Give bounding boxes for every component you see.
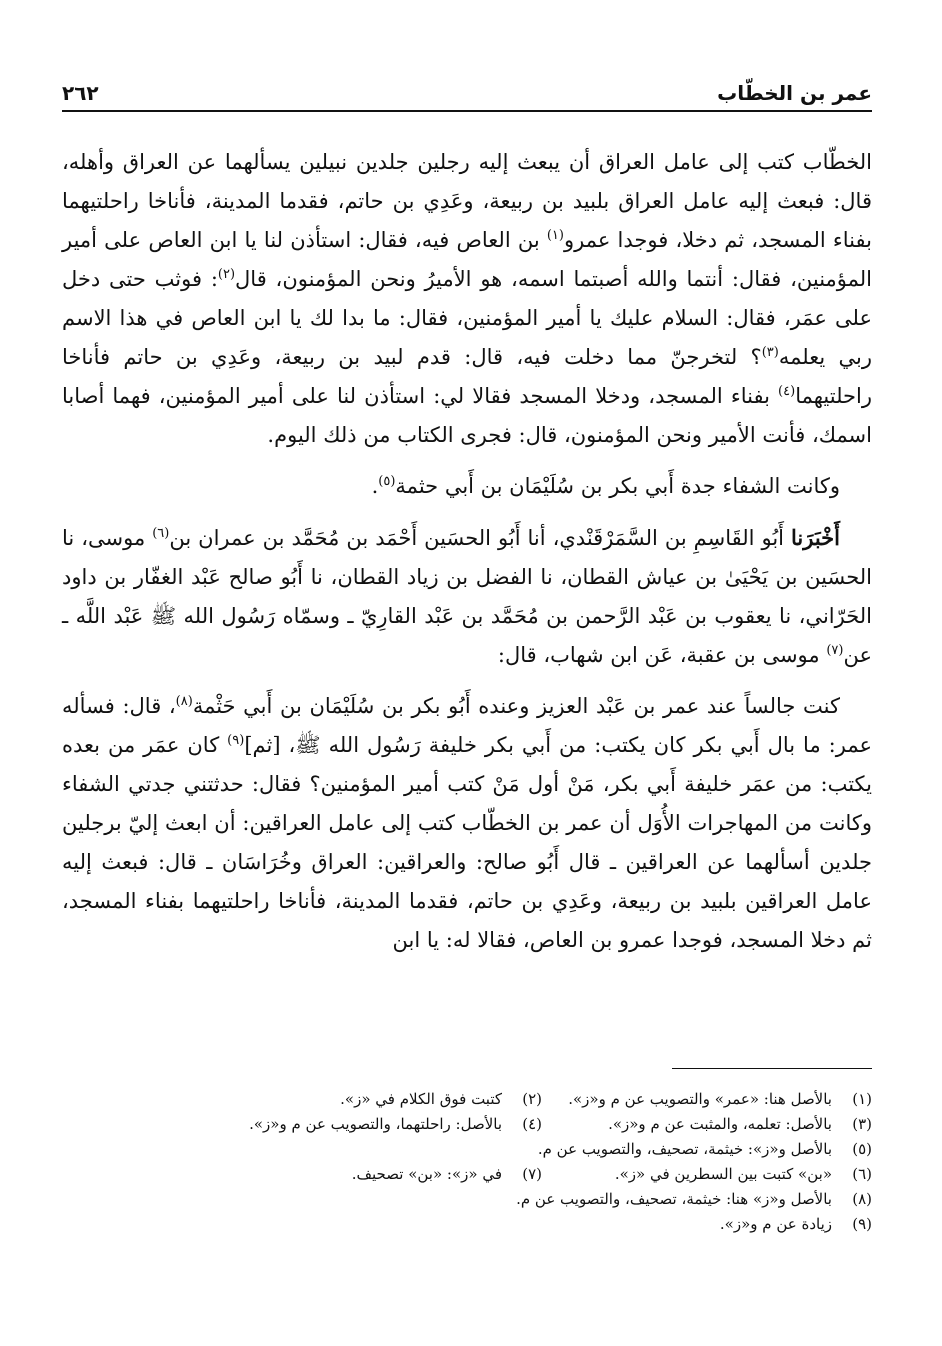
footnote-number: (١) bbox=[852, 1090, 872, 1108]
page-header bbox=[62, 78, 872, 108]
text-run: وكانت الشفاء جدة أَبي بكر بن سُلَيْمَان بن أَبي حثمة bbox=[395, 474, 840, 498]
footnote-number: (٥) bbox=[852, 1140, 872, 1158]
footnote-number: (٤) bbox=[522, 1115, 542, 1133]
footnote-number: (٢) bbox=[522, 1090, 542, 1108]
paragraph-4 bbox=[62, 687, 872, 960]
main-text bbox=[62, 143, 872, 960]
footnote-row bbox=[62, 1162, 872, 1187]
text-run: . bbox=[371, 474, 379, 498]
text-run: كنت جالساً عند عمر بن عَبْد العزيز وعنده أَبُو بكر بن سُلَيْمَان بن أَبي حَثْمة bbox=[192, 694, 840, 718]
text-run: ، قال: فسأله عمر: ما بال أَبي بكر كان يكتب: من أَبي بكر خليفة رَسُول الله ﷺ، [ثم] bbox=[62, 694, 872, 757]
footnote-text: في «ز»: «بن» تصحيف. bbox=[351, 1165, 502, 1183]
text-run: بن العاص فيه، فقال: استأذن لنا يا ابن العاص على أمير المؤمنين، فقال: أنتما والله أصبتما اسمه، هو الأميرُ ونحن المؤمنون، قال bbox=[62, 228, 872, 291]
footnote-item bbox=[192, 1187, 872, 1212]
footnote-item bbox=[192, 1212, 872, 1237]
text-run: أَبُو القَاسِمِ بن السَّمَرْقَنْدي، أنا أَبُو الحسَين أَحْمَد بن مُحَمَّد بن عمران بن bbox=[169, 526, 791, 550]
footnote-row bbox=[62, 1087, 872, 1112]
paragraph-2 bbox=[62, 467, 872, 506]
text-run: ؟ لتخرجنّ مما دخلت فيه، قال: قدم لبيد بن ربيعة، وعَدِي بن حاتم فأناخا راحلتيهما bbox=[62, 345, 872, 408]
footnote-item bbox=[192, 1137, 872, 1162]
footnotes bbox=[62, 1087, 872, 1237]
footnote-item bbox=[212, 1162, 542, 1187]
footnote-item bbox=[212, 1112, 542, 1137]
footnote-row bbox=[62, 1112, 872, 1137]
footnote-ref: (٢) bbox=[217, 267, 236, 282]
footnote-number: (٩) bbox=[852, 1215, 872, 1233]
footnote-item bbox=[542, 1087, 872, 1112]
footnote-number: (٨) bbox=[852, 1190, 872, 1208]
footnote-ref: (٤) bbox=[778, 384, 796, 399]
paragraph-3 bbox=[62, 518, 872, 675]
footnote-text: بالأصل و«ز» هنا: خيثمة، تصحيف، والتصويب عن م. bbox=[516, 1190, 832, 1208]
isnad-lead-word: أَخْبَرَنا bbox=[791, 525, 840, 550]
text-run: موسى، نا الحسَين بن يَحْيَىٰ بن عياش القطان، نا الفضل بن زياد القطان، نا أَبُو صالح عَبْد الغفّار بن داود الحَرّاني، نا يعقوب بن عَبْد الرَّحمن بن مُحَمَّد بن عَبْد القارِيّ ـ وسمّاه رَسُول الله ﷺ عَبْد اللَّه ـ عن bbox=[62, 526, 872, 667]
footnote-ref: (١) bbox=[546, 228, 564, 243]
footnote-ref: (٨) bbox=[175, 694, 193, 709]
footnote-text: بالأصل: راحلتهما، والتصويب عن م و«ز». bbox=[249, 1115, 502, 1133]
footnote-text: «بن» كتبت بين السطرين في «ز». bbox=[614, 1165, 832, 1183]
footnote-item bbox=[542, 1112, 872, 1137]
page-number: ٢٦٢ bbox=[62, 81, 99, 105]
footnote-ref: (٧) bbox=[826, 643, 844, 658]
footnote-number: (٣) bbox=[852, 1115, 872, 1133]
running-title: عمر بن الخطّاب bbox=[717, 81, 872, 105]
footnote-text: كتبت فوق الكلام في «ز». bbox=[340, 1090, 502, 1108]
text-run: موسى بن عقبة، عَن ابن شهاب، قال: bbox=[497, 643, 827, 667]
footnote-text: زيادة عن م و«ز». bbox=[719, 1215, 832, 1233]
footnote-item bbox=[542, 1162, 872, 1187]
text-run: كان عمَر من بعده يكتب: من عمَر خليفة أَبي بكر، مَنْ أول مَنْ كتب أمير المؤمنين؟ فقال: حدثتني جدتي الشفاء وكانت من المهاجرات الأُوَل أن عمر بن الخطّاب كتب إلى عامل العراقين: أن ابعث إليّ برجلين جلدين أسألهما عن العراقين ـ قال أَبُو صالح: والعراقين: العراق وخُرَاسَان ـ قال: فبعث إليه عامل العراقين بلبيد بن ربيعة، وعَدِي بن حاتم، فقدما المدينة، فأناخا راحلتيهما بفناء المسجد، ثم دخلا المسجد، فوجدا عمرو بن العاص، فقالا له: يا ابن bbox=[62, 733, 872, 952]
paragraph-1 bbox=[62, 143, 872, 455]
text-run: : فوثب حتى دخل على عمَر، فقال: السلام عليك يا أمير المؤمنين، فقال: ما بدا لك يا ابن العاص في هذا الاسم ربي يعلمه bbox=[62, 267, 872, 369]
footnote-number: (٦) bbox=[852, 1165, 872, 1183]
footnote-row bbox=[62, 1137, 872, 1162]
text-run: بفناء المسجد، ودخلا المسجد فقالا لي: استأذن لنا على أمير المؤمنين، فهما أصابا اسمك، فأنت الأمير ونحن المؤمنون، قال: فجرى الكتاب من ذلك اليوم. bbox=[62, 384, 872, 447]
footnote-row bbox=[62, 1187, 872, 1212]
footnote-item bbox=[212, 1087, 542, 1112]
footnote-text: بالأصل: تعلمه، والمثبت عن م و«ز». bbox=[608, 1115, 832, 1133]
header-rule bbox=[62, 110, 872, 112]
footnote-ref: (٥) bbox=[378, 474, 396, 489]
footnote-separator bbox=[672, 1068, 872, 1069]
footnote-text: بالأصل هنا: «عمر» والتصويب عن م و«ز». bbox=[568, 1090, 832, 1108]
text-run: الخطّاب كتب إلى عامل العراق أن يبعث إليه رجلين جلدين نبيلين يسألهما عن العراق وأهله، قال: فبعث إليه عامل العراق بلبيد بن ربيعة، وعَدِي بن حاتم، فقدما المدينة، فأناخا راحلتيهما بفناء المسجد، ثم دخلا، فوجدا عمرو bbox=[62, 150, 872, 252]
footnote-ref: (٩) bbox=[227, 733, 245, 748]
footnote-ref: (٦) bbox=[152, 526, 170, 541]
footnote-row bbox=[62, 1212, 872, 1237]
footnote-ref: (٣) bbox=[761, 345, 779, 360]
footnote-text: بالأصل و«ز»: خيثمة، تصحيف، والتصويب عن م. bbox=[537, 1140, 832, 1158]
footnote-number: (٧) bbox=[522, 1165, 542, 1183]
